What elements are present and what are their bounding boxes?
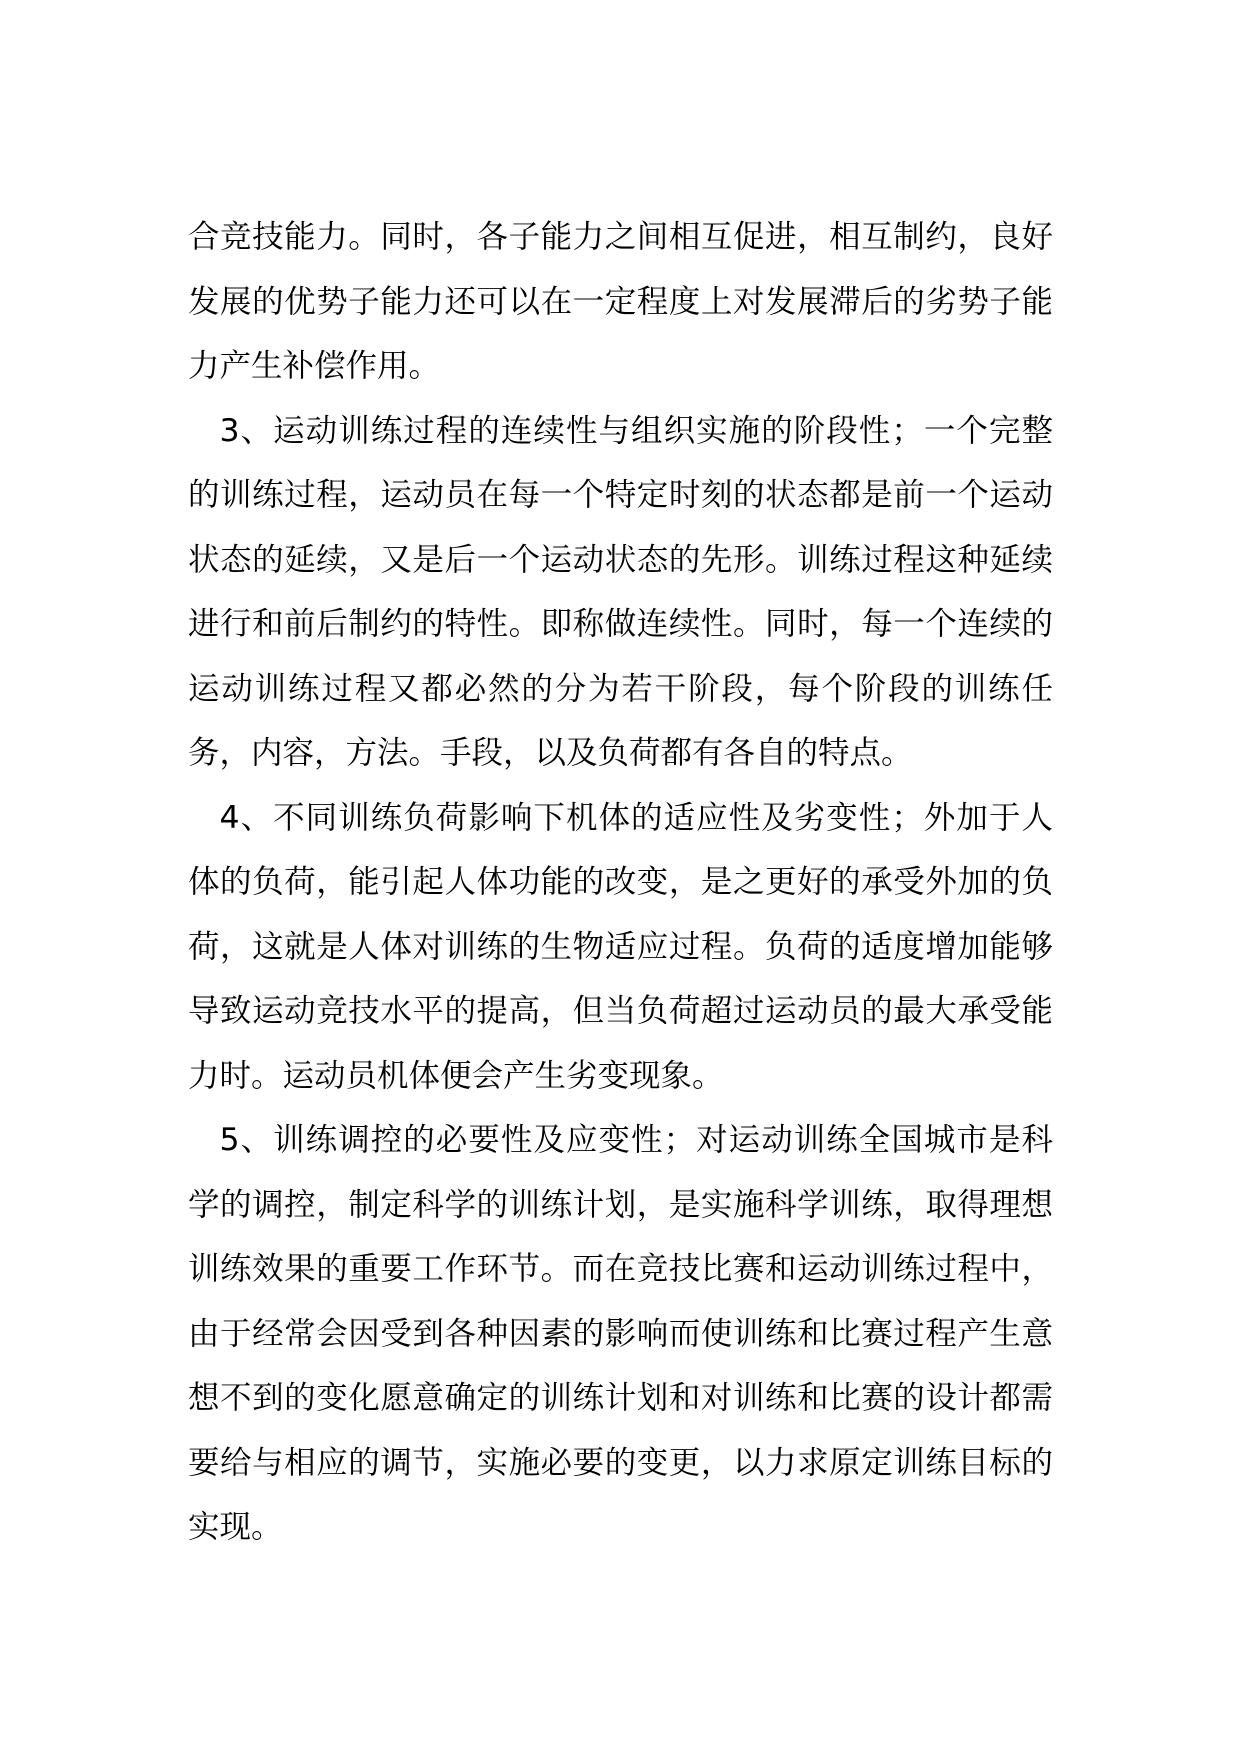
document-body [188,205,1053,1560]
paragraph-2: 3、运动训练过程的连续性与组织实施的阶段性；一个完整的训练过程，运动员在每一个特定时刻的状态都是前一个运动状态的延续，又是后一个运动状态的先形。训练过程这种延续进行和前后制约的特性。即称做连续性。同时，每一个连续的运动训练过程又都必然的分为若干阶段，每个阶段的训练任务，内容，方法。手段，以及负荷都有各自的特点。 [188,412,1053,771]
paragraph-3: 4、不同训练负荷影响下机体的适应性及劣变性；外加于人体的负荷，能引起人体功能的改变，是之更好的承受外加的负荷，这就是人体对训练的生物适应过程。负荷的适度增加能够导致运动竞技水平的提高，但当负荷超过运动员的最大承受能力时。运动员机体便会产生劣变现象。 [188,799,1053,1094]
paragraph-4: 5、训练调控的必要性及应变性；对运动训练全国城市是科学的调控，制定科学的训练计划，是实施科学训练，取得理想训练效果的重要工作环节。而在竞技比赛和运动训练过程中，由于经常会因受到各种因素的影响而使训练和比赛过程产生意想不到的变化愿意确定的训练计划和对训练和比赛的设计都需要给与相应的调节，实施必要的变更，以力求原定训练目标的实现。 [188,1122,1053,1545]
paragraph-1: 合竞技能力。同时，各子能力之间相互促进，相互制约，良好发展的优势子能力还可以在一定程度上对发展滞后的劣势子能力产生补偿作用。 [188,219,1053,384]
